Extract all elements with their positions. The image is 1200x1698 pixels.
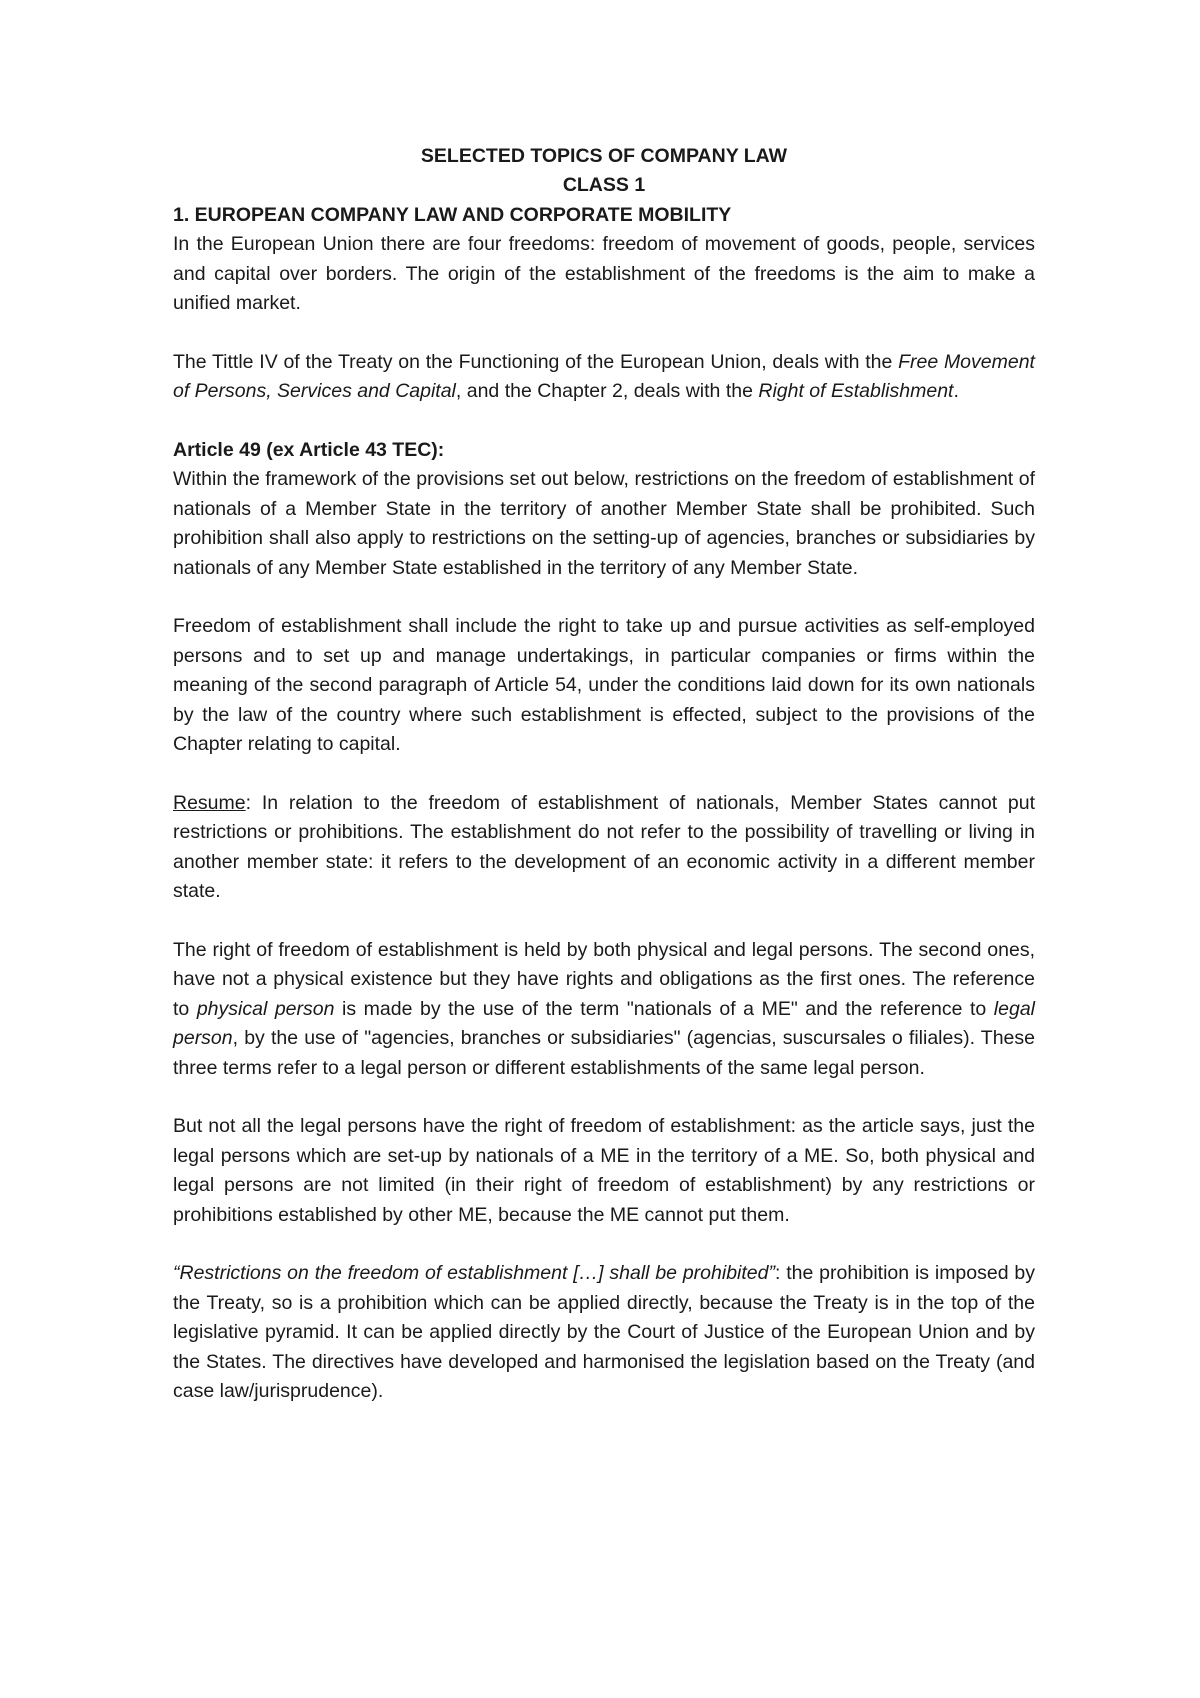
resume-colon: :	[245, 791, 252, 814]
treaty-text-c: , and the Chapter 2, deals with the	[455, 380, 759, 403]
legal-persons-paragraph: But not all the legal persons have the right of freedom of establishment: as the article says, just the legal persons which are set-up by nationals of a ME in the territory of a ME. So, both physical and legal persons are not limited (in their right of freedom of establishment) by any restrictions or prohibitions established by other ME, because the ME cannot put them.	[173, 1115, 1035, 1226]
quote-paragraph	[173, 1259, 1035, 1406]
treaty-text-a: The Tittle IV of the Treaty on the Functioning of the European Union, deals with the	[173, 350, 899, 373]
quote-text-b: : the prohibition is imposed by the Treaty, so is a prohibition which can be applied directly, because the Treaty is in the top of the legislative pyramid. It can be applied directly by the Court of Justice of the European Union and by the States. The directives have developed and harmonised the legislation based on the Treaty (and case law/jurisprudence).	[173, 1262, 1035, 1402]
resume-paragraph	[173, 789, 1035, 907]
right-text-italic-1: physical person	[196, 997, 335, 1020]
treaty-text-e: .	[953, 380, 959, 403]
resume-text: In relation to the freedom of establishment of nationals, Member States cannot put restrictions or prohibitions. The establishment do not refer to the possibility of travelling or living in another member state: it refers to the development of an economic activity in a different member state.	[173, 791, 1035, 903]
right-text-e: , by the use of "agencies, branches or subsidiaries" (agencias, suscursales o filiales). These three terms refer to a legal person or different establishments of the same legal person.	[173, 1027, 1035, 1079]
quote-text-italic: “Restrictions on the freedom of establishment […] shall be prohibited”	[173, 1262, 775, 1285]
right-text-a: The right of freedom of establishment is held by both physical and legal persons. The second ones, have not a physical existence but they have rights and obligations as the first ones. The reference to	[173, 938, 1035, 1020]
right-text-c: is made by the use of the term "nationals of a ME" and the reference to	[334, 997, 994, 1020]
section-heading: 1. EUROPEAN COMPANY LAW AND CORPORATE MOBILITY	[173, 203, 732, 226]
intro-paragraph: In the European Union there are four freedoms: freedom of movement of goods, people, services and capital over borders. The origin of the establishment of the freedoms is the aim to make a unified market.	[173, 233, 1035, 315]
right-of-establishment-paragraph	[173, 936, 1035, 1083]
article-paragraph-2: Freedom of establishment shall include the right to take up and pursue activities as self-employed persons and to set up and manage undertakings, in particular companies or firms within the meaning of the second paragraph of Article 54, under the conditions laid down for its own nationals by the law of the country where such establishment is effected, subject to the provisions of the Chapter relating to capital.	[173, 615, 1035, 756]
resume-label: Resume	[173, 791, 246, 814]
document-body	[173, 142, 1035, 1436]
right-text-italic-2: legal person	[173, 997, 1035, 1050]
article-paragraph-1: Within the framework of the provisions set out below, restrictions on the freedom of establishment of nationals of a Member State in the territory of another Member State shall be prohibited. Such prohibition shall also apply to restrictions on the setting-up of agencies, branches or subsidiaries by nationals of any Member State established in the territory of any Member State.	[173, 468, 1035, 579]
treaty-text-italic-1: Free Movement of Persons, Services and Capital	[173, 350, 1035, 403]
article-heading: Article 49 (ex Article 43 TEC):	[173, 439, 445, 462]
class-label: CLASS 1	[562, 174, 646, 197]
treaty-text-italic-2: Right of Establishment	[758, 380, 954, 403]
document-title: SELECTED TOPICS OF COMPANY LAW	[420, 145, 788, 167]
treaty-paragraph	[173, 348, 1035, 407]
